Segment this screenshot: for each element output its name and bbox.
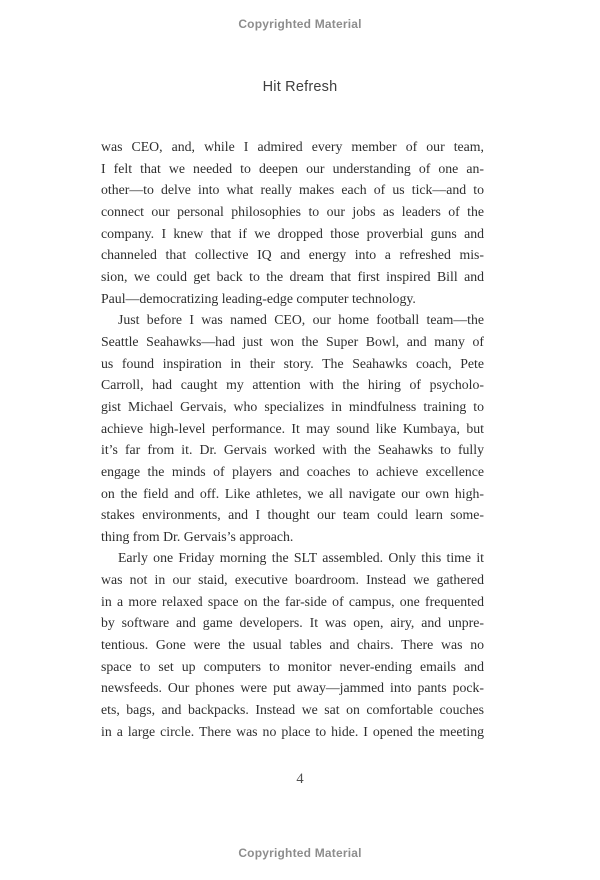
- body-line: sion, we could get back to the dream that first inspired Bill and: [101, 268, 484, 284]
- body-line: company. I knew that if we dropped those proverbial guns and: [101, 225, 484, 241]
- body-line: I felt that we needed to deepen our understanding of one an-: [101, 160, 484, 176]
- body-line: channeled that collective IQ and energy into a refreshed mis-: [101, 247, 484, 263]
- copyright-notice-top: Copyrighted Material: [238, 17, 362, 31]
- body-line: Early one Friday morning the SLT assembled. Only this time it: [118, 550, 484, 566]
- body-line: by software and game developers. It was open, airy, and unpre-: [101, 615, 484, 631]
- body-line: thing from Dr. Gervais’s approach.: [101, 528, 294, 544]
- body-line: was not in our staid, executive boardroom. Instead we gathered: [101, 572, 484, 588]
- body-line: connect our personal philosophies to our jobs as leaders of the: [101, 203, 484, 219]
- body-line: Just before I was named CEO, our home football team—the: [118, 312, 484, 328]
- body-line: Seattle Seahawks—had just won the Super Bowl, and many of: [101, 333, 484, 349]
- body-line: newsfeeds. Our phones were put away—jammed into pants pock-: [101, 680, 484, 696]
- body-line: stakes environments, and I thought our team could learn some-: [101, 507, 484, 523]
- body-line: it’s far from it. Dr. Gervais worked with the Seahawks to fully: [101, 442, 484, 458]
- body-line: on the field and off. Like athletes, we all navigate our own high-: [101, 485, 484, 501]
- body-line: was CEO, and, while I admired every member of our team,: [101, 139, 484, 154]
- body-line: gist Michael Gervais, who specializes in mindfulness training to: [101, 398, 484, 414]
- body-text: [101, 136, 484, 742]
- body-line: ets, bags, and backpacks. Instead we sat on comfortable couches: [101, 702, 484, 718]
- body-line: Paul—democratizing leading-edge computer technology.: [101, 290, 416, 306]
- body-line: space to set up computers to monitor never-ending emails and: [101, 658, 484, 674]
- page-number: 4: [296, 771, 304, 787]
- body-line: Carroll, had caught my attention with the hiring of psycholo-: [101, 377, 484, 393]
- body-line: in a large circle. There was no place to hide. I opened the meeting: [101, 723, 484, 739]
- body-line: other—to delve into what really makes each of us tick—and to: [101, 182, 484, 198]
- copyright-notice-bottom: Copyrighted Material: [238, 846, 362, 860]
- body-line: achieve high-level performance. It may sound like Kumbaya, but: [101, 420, 484, 436]
- body-line: tentious. Gone were the usual tables and chairs. There was no: [101, 637, 484, 653]
- body-line: us found inspiration in their story. The Seahawks coach, Pete: [101, 355, 484, 371]
- running-header: Hit Refresh: [262, 79, 338, 95]
- body-line: in a more relaxed space on the far-side of campus, one frequented: [101, 593, 484, 609]
- body-line: engage the minds of players and coaches to achieve excellence: [101, 463, 484, 479]
